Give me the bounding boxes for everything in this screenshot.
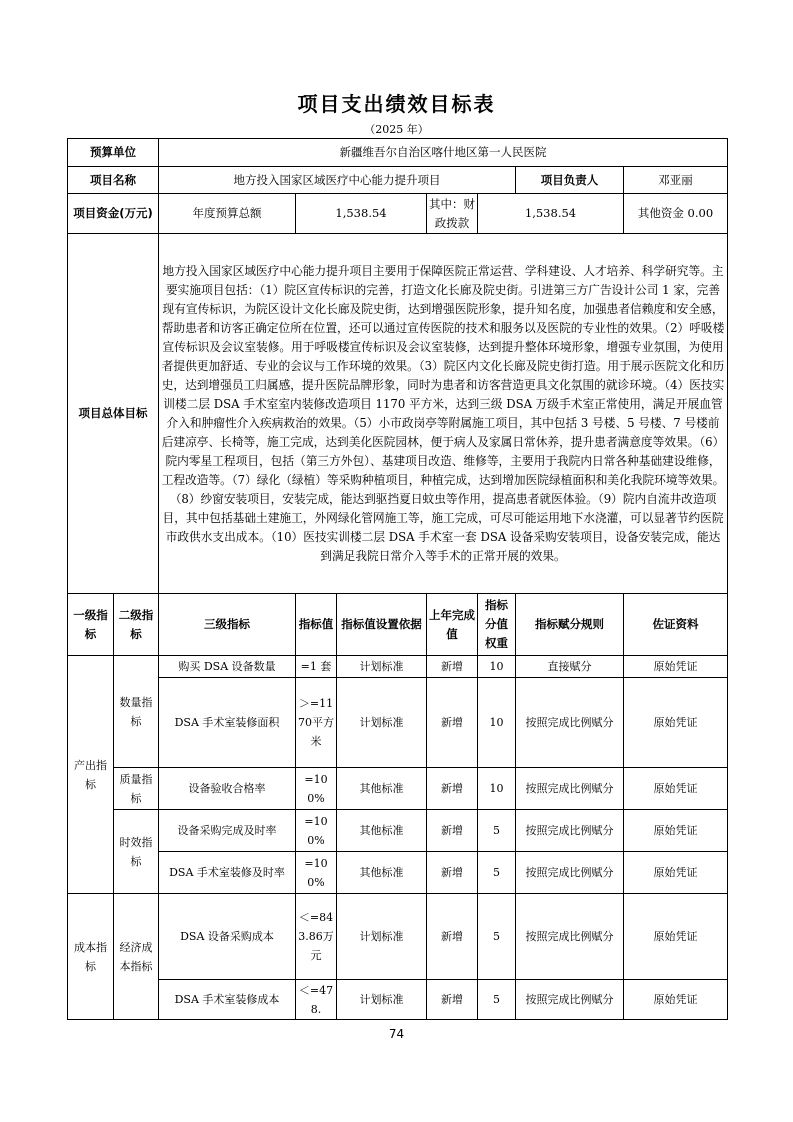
indicator-name: DSA 手术室装修及时率 <box>159 852 296 894</box>
table-row <box>68 852 728 894</box>
indicator-weight: 5 <box>478 980 516 1020</box>
indicator-last-year: 新增 <box>427 894 478 980</box>
indicator-evidence: 原始凭证 <box>624 678 728 768</box>
table-row <box>68 656 728 678</box>
col-level3: 三级指标 <box>159 594 296 656</box>
col-basis: 指标值设置依据 <box>337 594 427 656</box>
col-rule: 指标赋分规则 <box>516 594 624 656</box>
indicator-evidence: 原始凭证 <box>624 980 728 1020</box>
indicator-rule: 按照完成比例赋分 <box>516 810 624 852</box>
indicator-last-year: 新增 <box>427 810 478 852</box>
indicator-rule: 直接赋分 <box>516 656 624 678</box>
indicator-weight: 5 <box>478 810 516 852</box>
indicator-value: =1 套 <box>296 656 337 678</box>
col-level2: 二级指标 <box>114 594 159 656</box>
indicator-last-year: 新增 <box>427 852 478 894</box>
page-title: 项目支出绩效目标表 <box>297 92 496 116</box>
group-economic-cost: 经济成本指标 <box>114 894 159 1020</box>
indicator-basis: 计划标准 <box>337 678 427 768</box>
indicator-name: 购买 DSA 设备数量 <box>159 656 296 678</box>
budget-unit-value: 新疆维吾尔自治区喀什地区第一人民医院 <box>159 139 728 167</box>
col-value: 指标值 <box>296 594 337 656</box>
year-label: （2025 年） <box>364 123 429 136</box>
overall-goal-text: 地方投入国家区域医疗中心能力提升项目主要用于保障医院正常运营、学科建设、人才培养、科学研究等。主要实施项目包括：（1）院区宣传标识的完善，打造文化长廊及院史街。引进第三方广告设计公司 1 家，完善现有宣传标识，为院区设计文化长廊及院史街，达到增强医院形象，提升知名度，加强患者信赖度和安全感，帮助患者和访客正确定位所在位置，还可以通过宣传医院的技术和服务以及医院的专业性的效果。（2）呼吸楼宣传标识及会议室装修。用于呼吸楼宣传标识及会议室装修，达到提升整体环境形象，增强专业氛围，为使用者提供更加舒适、专业的会议与工作环境的效果。（3）院区内文化长廊及院史街打造。用于展示医院文化和历史，达到增强员工归属感，提升医院品牌形象，同时为患者和访客营造更具文化氛围的就诊环境。（4）医技实训楼二层 DSA 手术室室内装修改造项目 1170 平方米，达到三级 DSA 万级手术室正常使用，满足开展血管介入和肿瘤性介入疾病救治的效果。（5）小市政岗亭等附属施工项目，其中包括 3 号楼、5 号楼、7 号楼前后建凉亭、长椅等，施工完成，达到美化医院园林，便于病人及家属日常休养，提升患者满意度等效果。（6）院内零星工程项目，包括（第三方外包）、基建项目改造、维修等，主要用于我院内日常各种基础建设维修，工程改造等。（7）绿化（绿植）等采购种植项目，种植完成，达到增加医院绿植面积和美化我院环境等效果。（8）纱窗安装项目，安装完成，能达到驱挡夏日蚊虫等作用，提高患者就医体验。（9）院内自流井改造项目，其中包括基础土建施工，外网绿化管网施工等，施工完成，可尽可能运用地下水浇灌，可以显著节约医院市政供水支出成本。（10）医技实训楼二层 DSA 手术室一套 DSA 设备采购安装项目，设备安装完成，能达到满足我院日常介入等手术的正常开展的效果。 <box>159 234 728 594</box>
indicator-evidence: 原始凭证 <box>624 656 728 678</box>
indicator-last-year: 新增 <box>427 678 478 768</box>
indicator-weight: 10 <box>478 678 516 768</box>
annual-budget-label: 年度预算总额 <box>159 194 296 234</box>
indicator-name: 设备验收合格率 <box>159 768 296 810</box>
indicator-value: ＞=1170平方米 <box>296 678 337 768</box>
overall-goal-label: 项目总体目标 <box>68 234 159 594</box>
group-timeliness: 时效指标 <box>114 810 159 894</box>
project-name-value: 地方投入国家区域医疗中心能力提升项目 <box>159 167 516 194</box>
indicator-evidence: 原始凭证 <box>624 852 728 894</box>
col-weight: 指标分值权重 <box>478 594 516 656</box>
indicator-last-year: 新增 <box>427 656 478 678</box>
indicator-basis: 其他标准 <box>337 852 427 894</box>
indicator-basis: 其他标准 <box>337 768 427 810</box>
indicator-value: ＜=478. <box>296 980 337 1020</box>
indicator-weight: 10 <box>478 656 516 678</box>
project-name-label: 项目名称 <box>68 167 159 194</box>
indicator-rule: 按照完成比例赋分 <box>516 678 624 768</box>
indicator-basis: 计划标准 <box>337 894 427 980</box>
indicator-evidence: 原始凭证 <box>624 810 728 852</box>
indicator-value: =100% <box>296 810 337 852</box>
indicator-basis: 计划标准 <box>337 980 427 1020</box>
indicator-basis: 计划标准 <box>337 656 427 678</box>
other-funds-amount: 0.00 <box>687 206 714 220</box>
fiscal-funds-value: 1,538.54 <box>478 194 624 234</box>
table-row <box>68 980 728 1020</box>
indicator-evidence: 原始凭证 <box>624 768 728 810</box>
indicator-weight: 10 <box>478 768 516 810</box>
col-last-year: 上年完成值 <box>427 594 478 656</box>
group-cost: 成本指标 <box>68 894 114 1020</box>
indicator-weight: 5 <box>478 852 516 894</box>
indicator-rule: 按照完成比例赋分 <box>516 894 624 980</box>
table-row <box>68 894 728 980</box>
indicator-value: ＜=843.86万元 <box>296 894 337 980</box>
indicator-last-year: 新增 <box>427 980 478 1020</box>
indicator-name: DSA 手术室装修成本 <box>159 980 296 1020</box>
other-funds-value <box>624 194 728 234</box>
indicator-rule: 按照完成比例赋分 <box>516 852 624 894</box>
indicator-rule: 按照完成比例赋分 <box>516 768 624 810</box>
indicator-last-year: 新增 <box>427 768 478 810</box>
other-funds-label: 其他资金 <box>637 206 684 220</box>
page-number: 74 <box>388 1027 405 1041</box>
fiscal-funds-label: 其中：财政拨款 <box>427 194 478 234</box>
indicator-weight: 5 <box>478 894 516 980</box>
indicator-basis: 其他标准 <box>337 810 427 852</box>
project-funds-label: 项目资金(万元) <box>68 194 159 234</box>
table-row <box>68 678 728 768</box>
indicator-value: =100% <box>296 852 337 894</box>
indicator-name: DSA 设备采购成本 <box>159 894 296 980</box>
project-leader-label: 项目负责人 <box>516 167 624 194</box>
indicator-value: =100% <box>296 768 337 810</box>
group-quantity: 数量指标 <box>114 656 159 768</box>
indicator-name: DSA 手术室装修面积 <box>159 678 296 768</box>
indicator-evidence: 原始凭证 <box>624 894 728 980</box>
indicator-name: 设备采购完成及时率 <box>159 810 296 852</box>
col-level1: 一级指标 <box>68 594 114 656</box>
indicator-rule: 按照完成比例赋分 <box>516 980 624 1020</box>
annual-budget-value: 1,538.54 <box>296 194 427 234</box>
table-row <box>68 810 728 852</box>
col-evidence: 佐证资料 <box>624 594 728 656</box>
group-quality: 质量指标 <box>114 768 159 810</box>
group-output: 产出指标 <box>68 656 114 894</box>
table-row <box>68 768 728 810</box>
budget-unit-label: 预算单位 <box>68 139 159 167</box>
performance-target-table <box>67 138 728 1020</box>
project-leader-value: 邓亚丽 <box>624 167 728 194</box>
